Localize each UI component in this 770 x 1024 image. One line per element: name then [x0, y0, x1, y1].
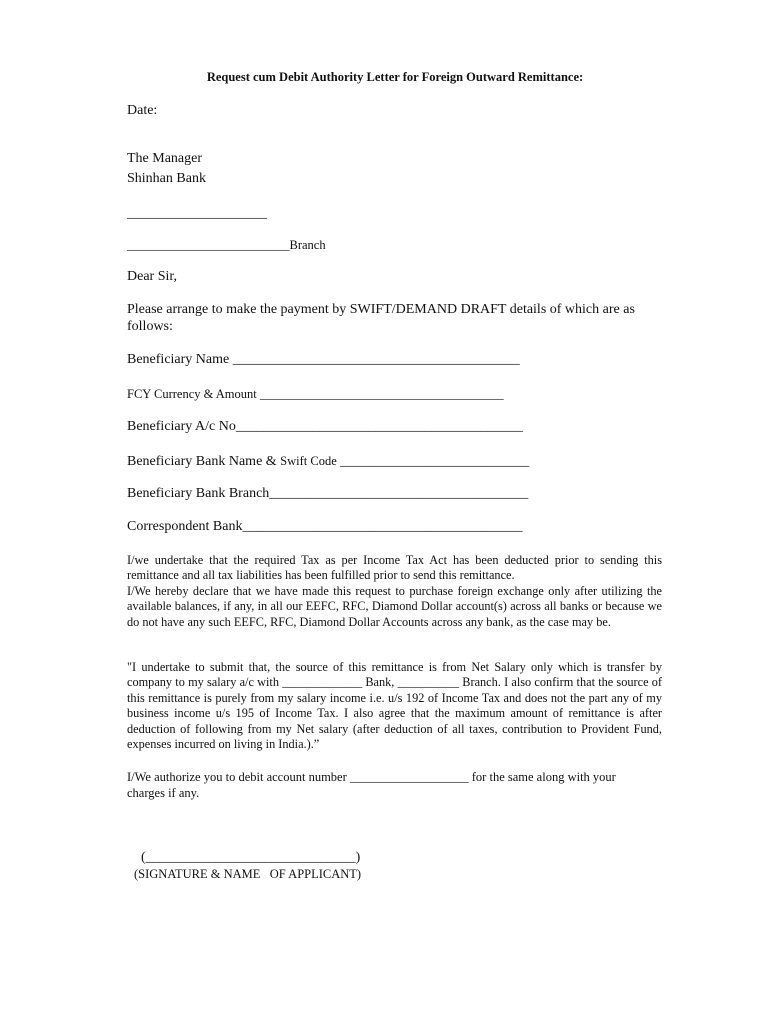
salary-undertaking: "I undertake to submit that, the source of this remittance is from Net Salary only which is transfer by company to my salary a/c with _____________ Bank, __________ Branch. I also confirm that the source of this remittance is purely from my salary income i.e. u/s 192 of Income Tax and does not the part any of my business income u/s 195 of Income Tax. I also agree that the maximum amount of remittance is after deduction of following from my Net salary (after deduction of all taxes, contribution to Provident Fund, expenses incurred on living in India.).” [127, 660, 662, 752]
branch-line: __________________________Branch [127, 238, 326, 252]
field-fcy-currency: FCY Currency & Amount _______________________________________ [127, 387, 504, 401]
letter-title: Request cum Debit Authority Letter for Foreign Outward Remittance: [206, 70, 584, 84]
bank-name-label: Beneficiary Bank Name & [127, 454, 281, 469]
intro-line-2: follows: [127, 319, 173, 334]
tax-undertaking [127, 553, 662, 630]
intro-line-1: Please arrange to make the payment by SWIFT/DEMAND DRAFT details of which are as [127, 302, 635, 317]
authorize-line-1 [127, 769, 616, 785]
authorize-line-2: charges if any. [127, 786, 200, 800]
signature-line: (______________________________) [141, 850, 361, 865]
field-beneficiary-branch: Beneficiary Bank Branch_____________________________________ [127, 486, 529, 501]
field-beneficiary-bank [127, 453, 529, 470]
undertaking-tax: I/we undertake that the required Tax as per Income Tax Act has been deducted prior to sending this remittance and all tax liabilities has been fulfilled prior to send this remittance. [127, 553, 662, 583]
undertaking-eefc: I/We hereby declare that we have made this request to purchase foreign exchange only after utilizing the available balances, if any, in all our EEFC, RFC, Diamond Dollar account(s) across all banks or because we do not have any such EEFC, RFC, Diamond Dollar Accounts across any bank, as the case may be. [127, 583, 662, 629]
field-correspondent-bank: Correspondent Bank________________________________________ [127, 519, 523, 534]
swift-code-label: Swift Code [280, 454, 337, 468]
signature-caption: (SIGNATURE & NAME OF APPLICANT) [134, 867, 362, 881]
bank-name-blank: ___________________________ [336, 454, 530, 469]
authorize-suffix: for the same along with your [468, 770, 616, 784]
field-beneficiary-name: Beneficiary Name _________________________________________ [127, 352, 520, 367]
address-blank-line: ____________________ [127, 206, 267, 221]
authorize-prefix: I/We authorize you to debit account number [127, 770, 350, 784]
date-label: Date: [127, 103, 158, 118]
account-number-blank: ___________________ [349, 770, 469, 784]
field-beneficiary-account: Beneficiary A/c No_________________________________________ [127, 419, 523, 434]
recipient-title: The Manager [127, 151, 203, 166]
salutation: Dear Sir, [127, 269, 177, 284]
recipient-bank: Shinhan Bank [127, 171, 206, 186]
